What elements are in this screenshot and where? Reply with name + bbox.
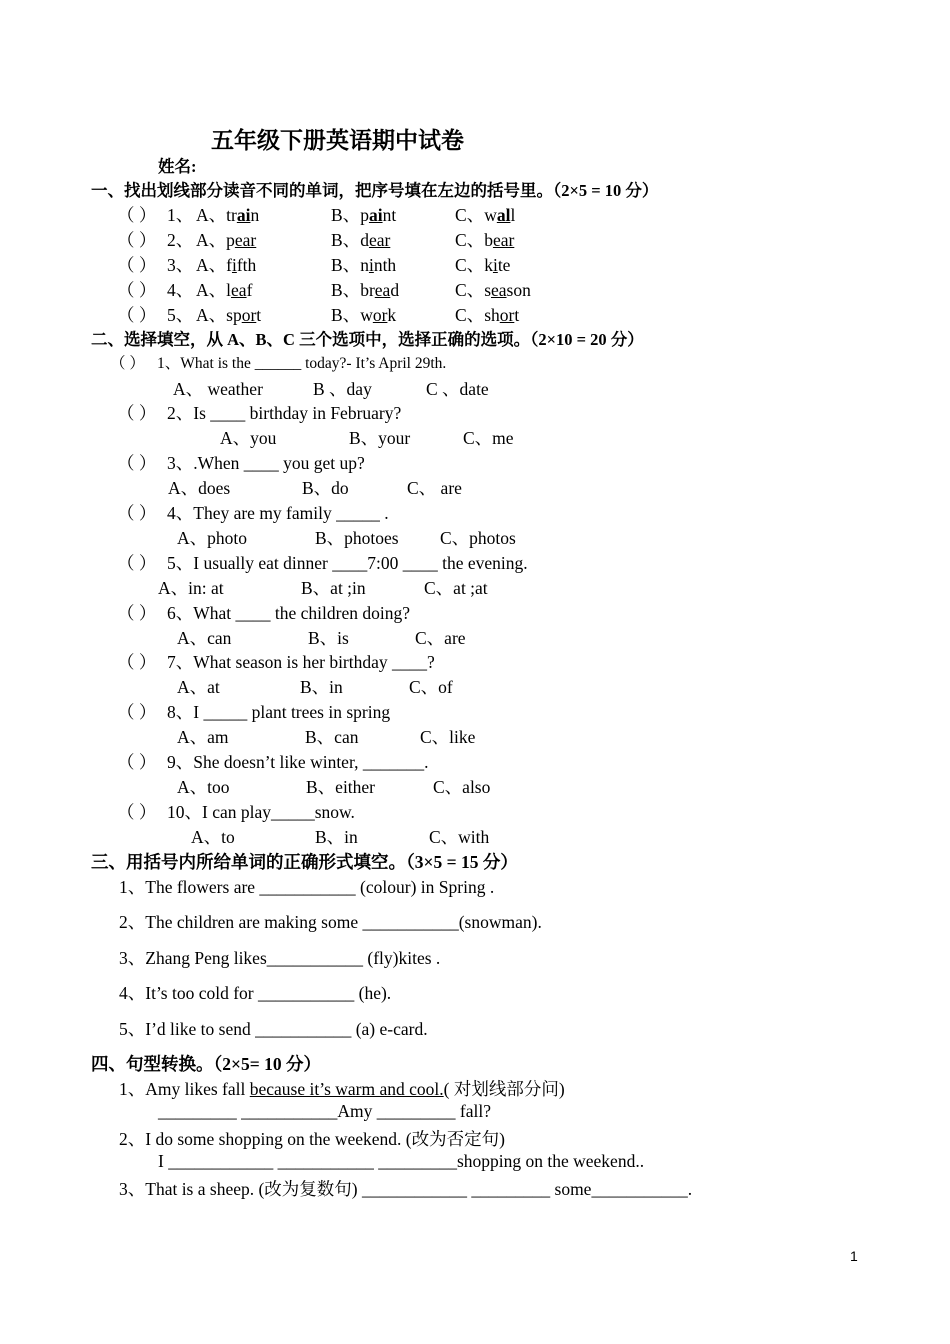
question-number: 3、	[167, 255, 194, 275]
option-c	[455, 202, 515, 227]
question-text: 8、I _____ plant trees in spring	[167, 702, 391, 722]
option-b: B、your	[349, 428, 411, 448]
word-part: t	[256, 305, 262, 325]
option-b: B、in	[300, 677, 343, 697]
word-part: k	[484, 255, 493, 275]
word-part: nt	[382, 205, 397, 225]
underlined-letters: ear	[234, 230, 257, 250]
word-part: s	[484, 280, 491, 300]
option-a: A、you	[220, 428, 277, 448]
question-text: 6、What ____ the children doing?	[167, 603, 410, 623]
word-part: nth	[373, 255, 397, 275]
word-part: sh	[484, 305, 500, 325]
underlined-letters: i	[492, 255, 498, 275]
answer-bracket[interactable]: （ ）	[117, 553, 157, 573]
question-text: 4、They are my family _____ .	[167, 503, 389, 523]
answer-bracket[interactable]: （ ）	[117, 503, 157, 523]
option-label: C、	[455, 255, 485, 275]
option-label: B、	[331, 280, 361, 300]
word-part: son	[506, 280, 531, 300]
option-c	[455, 277, 531, 302]
option-c: C、me	[463, 428, 514, 448]
option-label: C、	[455, 230, 485, 250]
option-a	[196, 202, 259, 227]
answer-bracket[interactable]: （ ）	[117, 702, 157, 722]
underlined-letters: al	[496, 205, 511, 225]
underlined-letters: or	[499, 305, 515, 325]
option-a: A、in: at	[158, 578, 224, 598]
option-c: C、are	[415, 628, 466, 648]
word-part: w	[360, 305, 373, 325]
option-a	[196, 277, 252, 302]
question-number: 5、	[167, 305, 194, 325]
option-b: B、either	[306, 777, 376, 797]
word-part: sp	[226, 305, 242, 325]
option-b	[331, 277, 399, 302]
answer-bracket[interactable]: （ ）	[117, 305, 157, 325]
option-label: B、	[331, 305, 361, 325]
option-a: A、too	[177, 777, 230, 797]
option-b: B、can	[305, 727, 359, 747]
part4-answer-2: I ____________ ___________ _________shopping on the weekend..	[158, 1151, 645, 1171]
question-number: 4、	[167, 280, 194, 300]
part3-item: 2、The children are making some ___________(snowman).	[119, 912, 542, 932]
option-b: B、photoes	[315, 528, 399, 548]
option-c: C、like	[420, 727, 476, 747]
option-a: A、does	[168, 478, 231, 498]
option-b: B 、day	[313, 379, 372, 399]
word-part: l	[226, 280, 232, 300]
option-a: A、can	[177, 628, 232, 648]
part3-heading: 三、用括号内所给单词的正确形式填空。（3×5 = 15 分）	[91, 852, 518, 872]
option-label: B、	[331, 255, 361, 275]
option-b	[331, 302, 396, 327]
underlined-letters: or	[372, 305, 388, 325]
option-c: C、photos	[440, 528, 516, 548]
option-b: B、is	[308, 628, 349, 648]
option-b: B、in	[315, 827, 358, 847]
underlined-letters: ea	[491, 280, 507, 300]
option-a: A、photo	[177, 528, 247, 548]
word-part: f	[246, 280, 253, 300]
name-label: 姓名:	[158, 157, 197, 176]
answer-bracket[interactable]: （ ）	[117, 453, 157, 473]
answer-bracket[interactable]: （ ）	[117, 255, 157, 275]
option-label: C、	[455, 305, 485, 325]
underlined-letters: or	[241, 305, 257, 325]
option-a: A、at	[177, 677, 220, 697]
answer-bracket[interactable]: （ ）	[117, 652, 157, 672]
option-c	[455, 227, 514, 252]
underlined-letters: ear	[368, 230, 391, 250]
part3-item: 1、The flowers are ___________ (colour) in Spring .	[119, 877, 495, 897]
question-text: 5、I usually eat dinner ____7:00 ____ the evening.	[167, 553, 528, 573]
word-part: k	[387, 305, 397, 325]
part2-heading: 二、选择填空，从 A、B、C 三个选项中，选择正确的选项。（2×10 = 20 分）	[91, 330, 644, 349]
question-text: 10、I can play_____snow.	[167, 802, 355, 822]
answer-bracket[interactable]: （ ）	[110, 355, 145, 372]
question-text: 9、She doesn’t like winter, _______.	[167, 752, 429, 772]
option-label: A、	[196, 305, 227, 325]
part4-item-3: 3、That is a sheep. (改为复数句) ____________ _________ some___________.	[119, 1179, 693, 1199]
option-a	[196, 252, 256, 277]
option-c	[455, 252, 510, 277]
underlined-letters: ear	[492, 230, 515, 250]
option-b: B、at ;in	[301, 578, 366, 598]
word-part: fth	[236, 255, 257, 275]
text-segment: ( 对划线部分问)	[443, 1079, 565, 1099]
question-text: 3、.When ____ you get up?	[167, 453, 365, 473]
option-a: A、am	[177, 727, 229, 747]
part4-heading: 四、句型转换。（2×5= 10 分）	[91, 1054, 321, 1074]
answer-bracket[interactable]: （ ）	[117, 280, 157, 300]
word-part: d	[390, 280, 400, 300]
underlined-letters: i	[231, 255, 237, 275]
option-a	[196, 302, 261, 327]
part4-item-2: 2、I do some shopping on the weekend. (改为否定句)	[119, 1129, 505, 1149]
option-label: A、	[196, 280, 227, 300]
option-b	[331, 202, 396, 227]
word-part: p	[360, 205, 369, 225]
option-b	[331, 227, 390, 252]
underlined-letters: ai	[236, 205, 251, 225]
option-label: B、	[331, 230, 361, 250]
part4-item-1	[119, 1076, 565, 1101]
option-c: C、also	[433, 777, 491, 797]
underlined-phrase: because it’s warm and cool.	[249, 1079, 444, 1099]
answer-bracket[interactable]: （ ）	[117, 752, 157, 772]
option-label: C、	[455, 205, 485, 225]
part4-answer-1: _________ ___________Amy _________ fall?	[158, 1101, 491, 1121]
underlined-letters: ea	[374, 280, 391, 300]
part3-item: 5、I’d like to send ___________ (a) e-card.	[119, 1019, 428, 1039]
option-label: A、	[196, 230, 227, 250]
option-label: C、	[455, 280, 485, 300]
answer-bracket[interactable]: （ ）	[117, 802, 157, 822]
part3-item: 3、Zhang Peng likes___________ (fly)kites .	[119, 948, 441, 968]
option-label: B、	[331, 205, 361, 225]
answer-bracket[interactable]: （ ）	[117, 603, 157, 623]
option-c: C、of	[409, 677, 453, 697]
word-part: f	[226, 255, 232, 275]
option-b	[331, 252, 396, 277]
text-segment: 1、Amy likes fall	[119, 1079, 250, 1099]
word-part: n	[360, 255, 369, 275]
underlined-letters: ai	[368, 205, 383, 225]
option-c	[455, 302, 519, 327]
answer-bracket[interactable]: （ ）	[117, 230, 157, 250]
answer-bracket[interactable]: （ ）	[117, 403, 157, 423]
word-part: t	[514, 305, 520, 325]
option-a: A、to	[191, 827, 235, 847]
answer-bracket[interactable]: （ ）	[117, 205, 157, 225]
word-part: d	[360, 230, 369, 250]
option-label: A、	[196, 205, 227, 225]
option-c: C 、date	[426, 379, 489, 399]
option-label: A、	[196, 255, 227, 275]
word-part: w	[484, 205, 497, 225]
word-part: te	[497, 255, 511, 275]
option-a: A、 weather	[173, 379, 263, 399]
option-a	[196, 227, 256, 252]
page-title: 五年级下册英语期中试卷	[211, 128, 464, 153]
question-number: 2、	[167, 230, 194, 250]
underlined-letters: ea	[231, 280, 247, 300]
part1-heading: 一、找出划线部分读音不同的单词，把序号填在左边的括号里。（2×5 = 10 分）	[91, 181, 659, 200]
page-number: 1	[850, 1248, 858, 1264]
word-part: br	[360, 280, 375, 300]
option-c: C、 are	[407, 478, 462, 498]
question-text: 2、Is ____ birthday in February?	[167, 403, 402, 423]
underlined-letters: i	[368, 255, 374, 275]
word-part: l	[510, 205, 516, 225]
word-part: tr	[226, 205, 237, 225]
option-c: C、at ;at	[424, 578, 488, 598]
part3-item: 4、It’s too cold for ___________ (he).	[119, 983, 392, 1003]
question-text: 7、What season is her birthday ____?	[167, 652, 435, 672]
question-number: 1、	[167, 205, 194, 225]
word-part: n	[250, 205, 260, 225]
word-part: p	[226, 230, 235, 250]
option-c: C、with	[429, 827, 490, 847]
question-text: 1、What is the ______ today?- It’s April 29th.	[157, 355, 447, 372]
word-part: b	[484, 230, 493, 250]
option-b: B、do	[302, 478, 349, 498]
